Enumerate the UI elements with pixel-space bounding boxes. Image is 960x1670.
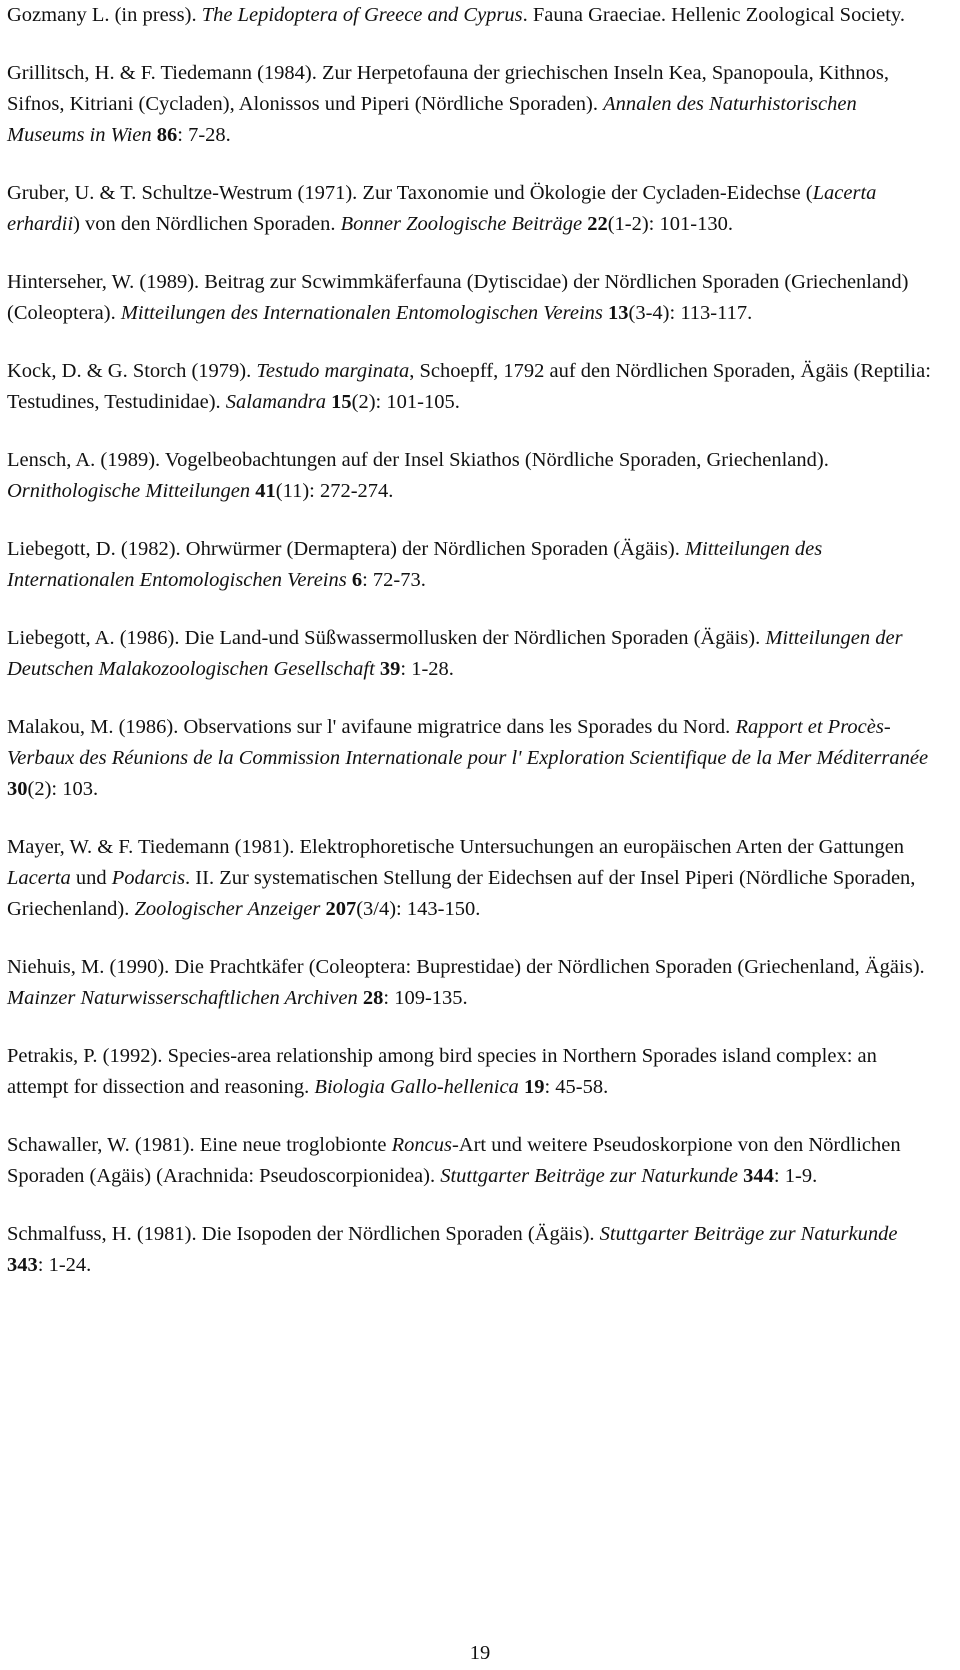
reference-text: Schmalfuss, H. (1981). Die Isopoden der Nördlichen Sporaden (Ägäis).	[7, 1223, 600, 1245]
reference-text: 343	[7, 1254, 38, 1276]
reference-text: , Schoepff, 1792 auf den Nördlichen Sporaden, Ägäis (Reptilia: Testudines, Testudinidae).	[7, 360, 931, 413]
reference-text: 15	[331, 391, 352, 413]
reference-text: Liebegott, A. (1986). Die Land-und Süßwassermollusken der Nördlichen Sporaden (Ägäis).	[7, 627, 766, 649]
reference-text: 13	[608, 302, 629, 324]
reference-text: 344	[743, 1165, 774, 1187]
reference-text: Zoologischer Anzeiger	[134, 898, 321, 920]
reference-text: Liebegott, D. (1982). Ohrwürmer (Dermaptera) der Nördlichen Sporaden (Ägäis).	[7, 538, 685, 560]
reference-entry-kock	[7, 356, 937, 418]
reference-text: Bonner Zoologische Beiträge	[340, 213, 583, 235]
reference-text: Salamandra	[225, 391, 327, 413]
reference-text: : 1-9.	[773, 1165, 818, 1187]
reference-entry-mayer	[7, 832, 937, 925]
reference-text: Kock, D. & G. Storch (1979).	[7, 360, 257, 382]
reference-text: : 72-73.	[362, 569, 426, 591]
reference-text: Podarcis	[111, 867, 186, 889]
reference-text: (3/4): 143-150.	[356, 898, 481, 920]
reference-text: Gruber, U. & T. Schultze-Westrum (1971). Zur Taxonomie und Ökologie der Cycladen-Eidechse (	[7, 182, 813, 204]
reference-text: : 1-24.	[37, 1254, 92, 1276]
reference-entry-gozmany	[7, 0, 937, 31]
reference-text: Annalen des Naturhistorischen Museums in Wien	[7, 93, 857, 146]
reference-text: Malakou, M. (1986). Observations sur l' avifaune migratrice dans les Sporades du Nord.	[7, 716, 736, 738]
reference-text: Lacerta	[7, 867, 71, 889]
reference-text: ) von den Nördlichen Sporaden.	[73, 213, 341, 235]
reference-text: Mainzer Naturwisserschaftlichen Archiven	[7, 987, 358, 1009]
reference-text: Stuttgarter Beiträge zur Naturkunde	[599, 1223, 898, 1245]
reference-entry-liebegott-a	[7, 623, 937, 685]
reference-text: (2): 101-105.	[351, 391, 460, 413]
reference-text: und	[70, 867, 112, 889]
reference-list	[7, 0, 937, 1308]
reference-text: Mayer, W. & F. Tiedemann (1981). Elektrophoretische Untersuchungen an europäischen Arten der Gattungen	[7, 836, 905, 858]
reference-text: 22	[587, 213, 608, 235]
reference-entry-hinterseher	[7, 267, 937, 329]
reference-text: Ornithologische Mitteilungen	[7, 480, 251, 502]
reference-entry-schawaller	[7, 1130, 937, 1192]
reference-text: 28	[362, 987, 384, 1009]
reference-text: Testudo marginata	[256, 360, 410, 382]
reference-text: Gozmany L. (in press).	[7, 4, 202, 26]
reference-text: 41	[255, 480, 276, 502]
reference-text: Petrakis, P. (1992). Species-area relationship among bird species in Northern Sporades island complex: an attempt for dissection and reasoning.	[7, 1045, 877, 1098]
reference-text: Hinterseher, W. (1989). Beitrag zur Scwimmkäferfauna (Dytiscidae) der Nördlichen Sporaden (Griechenland) (Coleoptera).	[7, 271, 909, 324]
reference-entry-niehuis	[7, 952, 937, 1014]
reference-text: Niehuis, M. (1990). Die Prachtkäfer (Coleoptera: Buprestidae) der Nördlichen Sporaden (Griechenland, Ägäis).	[7, 956, 925, 978]
reference-entry-gruber	[7, 178, 937, 240]
reference-text: (1-2): 101-130.	[607, 213, 733, 235]
reference-text: The Lepidoptera of Greece and Cyprus	[201, 4, 523, 26]
reference-text: Mitteilungen des Internationalen Entomologischen Vereins	[7, 538, 823, 591]
reference-text: Stuttgarter Beiträge zur Naturkunde	[440, 1165, 739, 1187]
reference-entry-petrakis	[7, 1041, 937, 1103]
reference-text: Schawaller, W. (1981). Eine neue troglobionte	[7, 1134, 392, 1156]
reference-text: . II. Zur systematischen Stellung der Eidechsen auf der Insel Piperi (Nördliche Sporaden, Griechenland).	[7, 867, 916, 920]
reference-entry-liebegott-d	[7, 534, 937, 596]
reference-text: 86	[156, 124, 178, 146]
reference-text: 39	[379, 658, 401, 680]
reference-text: 30	[7, 778, 28, 800]
reference-text: 19	[523, 1076, 545, 1098]
reference-text: Grillitsch, H. & F. Tiedemann (1984). Zur Herpetofauna der griechischen Inseln Kea, Spanopoula, Kithnos, Sifnos, Kitriani (Cycladen), Alonissos und Piperi (Nördliche Sporaden).	[7, 62, 889, 115]
reference-text: (11): 272-274.	[275, 480, 394, 502]
reference-entry-lensch	[7, 445, 937, 507]
reference-text: -Art und weitere Pseudoskorpione von den Nördlichen Sporaden (Agäis) (Arachnida: Pseudoscorpionidea).	[7, 1134, 901, 1187]
reference-entry-schmalfuss	[7, 1219, 937, 1281]
reference-text: : 1-28.	[400, 658, 454, 680]
reference-text: Mitteilungen der Deutschen Malakozoologischen Gesellschaft	[7, 627, 903, 680]
reference-text: (3-4): 113-117.	[628, 302, 753, 324]
reference-text: Lacerta erhardii	[7, 182, 877, 235]
reference-entry-malakou	[7, 712, 937, 805]
reference-text: (2): 103.	[27, 778, 99, 800]
reference-text: 207	[325, 898, 357, 920]
reference-text: Roncus	[391, 1134, 452, 1156]
reference-text: : 45-58.	[544, 1076, 609, 1098]
page-number: 19	[469, 1642, 491, 1664]
reference-entry-grillitsch	[7, 58, 937, 151]
reference-text: : 7-28.	[177, 124, 231, 146]
reference-text: Biologia Gallo-hellenica	[314, 1076, 519, 1098]
reference-text: 6	[351, 569, 363, 591]
reference-text: Mitteilungen des Internationalen Entomologischen Vereins	[120, 302, 603, 324]
reference-text: : 109-135.	[383, 987, 468, 1009]
reference-text: Lensch, A. (1989). Vogelbeobachtungen auf der Insel Skiathos (Nördliche Sporaden, Griechenland).	[7, 449, 829, 471]
reference-text: . Fauna Graeciae. Hellenic Zoological Society.	[522, 4, 905, 26]
reference-text: Rapport et Procès-Verbaux des Réunions de la Commission Internationale pour l' Exploration Scientifique de la Mer Méditerranée	[7, 716, 929, 769]
